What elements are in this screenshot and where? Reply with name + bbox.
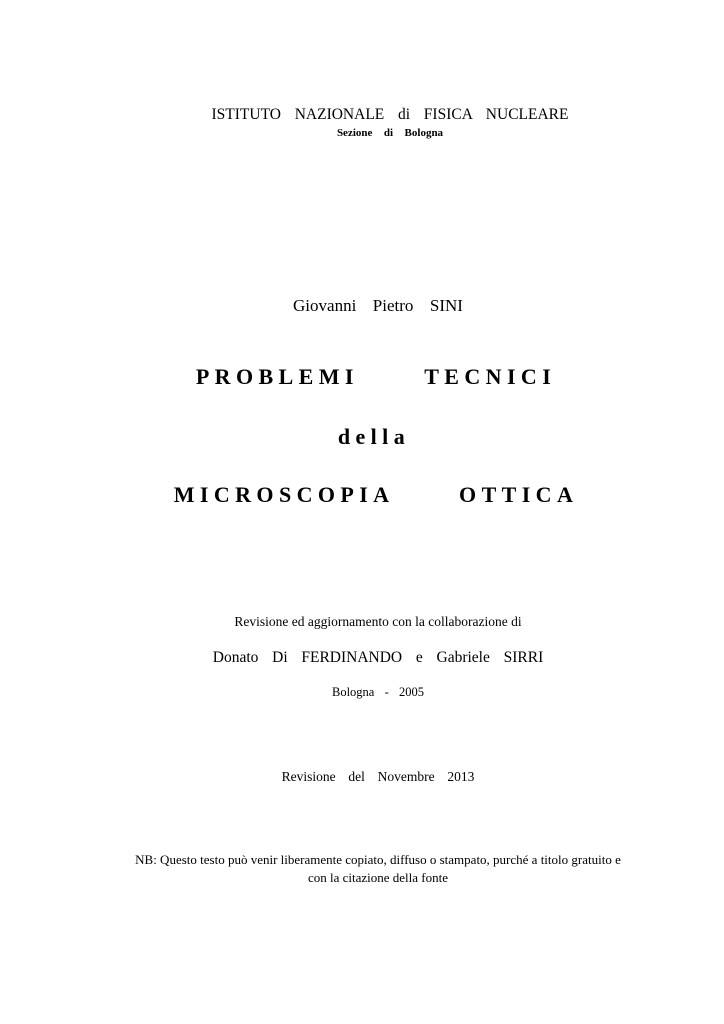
place-year: Bologna - 2005 <box>331 685 425 699</box>
revision-date: Revisione del Novembre 2013 <box>281 769 475 784</box>
title-line-1: PROBLEMI TECNICI <box>195 364 557 389</box>
title-line-3: MICROSCOPIA OTTICA <box>173 482 579 507</box>
note-line-1: NB: Questo testo può venir liberamente copiato, diffuso o stampato, purché a titolo gratuito e <box>135 852 621 867</box>
institute-name: ISTITUTO NAZIONALE di FISICA NUCLEARE <box>211 106 569 123</box>
institute-section: Sezione di Bologna <box>336 127 444 139</box>
title-line-2: della <box>337 424 411 449</box>
author-name: Giovanni Pietro SINI <box>293 296 463 315</box>
collaborators: Donato Di FERDINANDO e Gabriele SIRRI <box>212 649 544 666</box>
revision-intro: Revisione ed aggiornamento con la collaborazione di <box>234 614 522 629</box>
note-line-2: con la citazione della fonte <box>307 870 449 885</box>
